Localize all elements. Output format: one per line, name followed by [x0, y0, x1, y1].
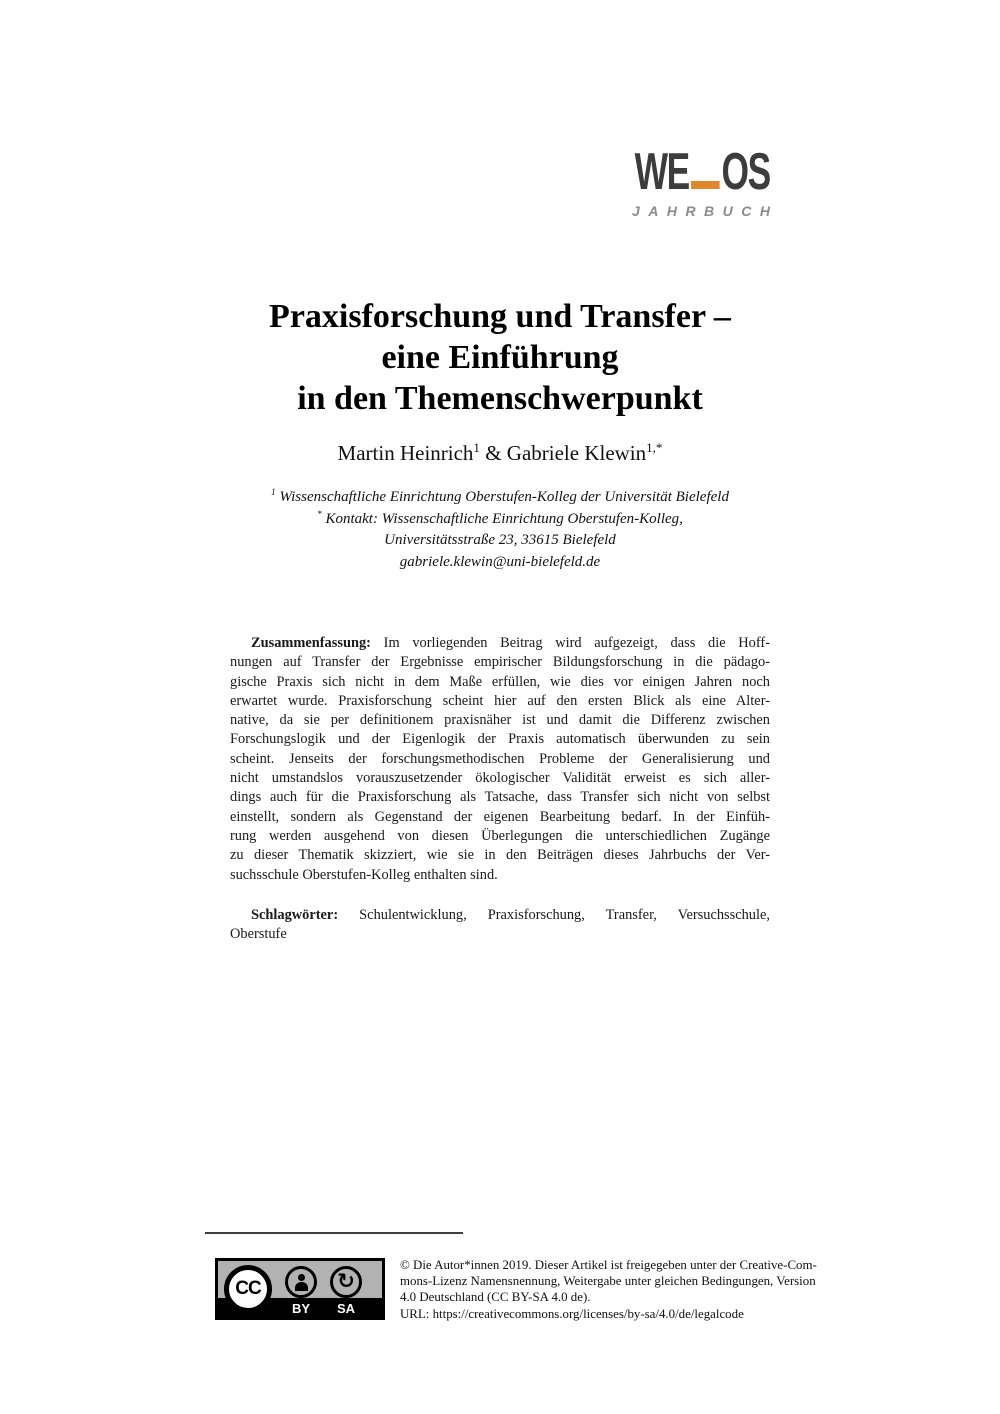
- affiliation-line-1: $^1$ Wissenschaftliche Einrichtung Oberstufen-Kolleg der Universität Bielefeld: [271, 488, 729, 505]
- article-title: [0, 296, 1000, 419]
- footer-divider: [205, 1232, 463, 1234]
- authors-line: [0, 441, 1000, 466]
- contact-email: gabriele.klewin@uni-bielefeld.de: [399, 553, 601, 570]
- affiliation-marker-1: 1: [271, 488, 276, 498]
- abstract-first-line: Zusammenfassung: Im vorliegenden Beitrag wird aufgezeigt, dass die Hoff-: [251, 635, 770, 651]
- logo-wordmark-os: OS: [721, 143, 770, 201]
- logo-subtitle: JAHRBUCH: [631, 203, 779, 219]
- abstract-line: scheint. Jenseits der forschungsmethodischen Probleme der Generalisierung und: [230, 750, 770, 767]
- cc-icon: CC: [224, 1265, 272, 1313]
- abstract-line: rung werden ausgehend von diesen Überlegungen die unterschiedlichen Zugänge: [230, 827, 770, 844]
- license-line: 4.0 Deutschland (CC BY-SA 4.0 de).: [400, 1290, 591, 1305]
- license-line: mons-Lizenz Namensnennung, Weitergabe unter gleichen Bedingungen, Version: [400, 1274, 816, 1289]
- affiliation-line-2: * Kontakt: Wissenschaftliche Einrichtung Oberstufen-Kolleg,: [317, 509, 683, 527]
- abstract-section: [230, 634, 770, 885]
- affiliation-marker-contact: *: [317, 509, 322, 520]
- journal-logo: [571, 143, 779, 219]
- keywords-section: [230, 906, 770, 945]
- cc-by-sa-badge: [215, 1258, 385, 1320]
- abstract-line: zu dieser Thematik skizziert, wie sie in den Beiträgen dieses Jahrbuchs der Ver-: [230, 847, 770, 864]
- license-text: [400, 1257, 825, 1322]
- share-alike-arrow-icon: ↻: [330, 1266, 362, 1298]
- author-name-1: Martin Heinrich: [337, 441, 474, 465]
- abstract-line: erwartet wurde. Praxisforschung scheint hier auf den ersten Blick als eine Alter-: [230, 692, 770, 709]
- by-label: BY: [291, 1301, 311, 1316]
- logo-underscore-icon: [691, 181, 720, 189]
- affiliation-address: Universitätsstraße 23, 33615 Bielefeld: [384, 532, 616, 548]
- abstract-line: native, da sie per definitionem praxisnäher ist und damit die Differenz zwischen: [230, 712, 770, 729]
- abstract-line: einstellt, sondern als Gegenstand der eigenen Bearbeitung bedarf. In der Einfüh-: [230, 808, 770, 825]
- attribution-person-icon: [285, 1266, 317, 1298]
- article-title-line-1: Praxisforschung und Transfer –: [269, 298, 731, 335]
- keywords-label: Schlagwörter:: [251, 907, 339, 923]
- article-title-line-2: eine Einführung: [381, 339, 619, 376]
- abstract-line: nungen auf Transfer der Ergebnisse empirischer Bildungsforschung in die pädago-: [230, 654, 770, 671]
- authors-separator: &: [485, 441, 502, 465]
- abstract-line: dings auch für die Praxisforschung als Tatsache, dass Transfer sich nicht von selbst: [230, 789, 770, 806]
- author-2-footnote-marker: 1,*: [646, 440, 663, 455]
- license-line: © Die Autor*innen 2019. Dieser Artikel ist freigegeben unter der Creative-Com-: [400, 1258, 817, 1272]
- keywords-second-line: Oberstufe: [230, 926, 287, 943]
- sa-label: SA: [336, 1301, 356, 1316]
- abstract-line: Forschungslogik und der Eigenlogik der Praxis automatisch überwunden zu sein: [230, 731, 770, 748]
- license-block: [215, 1256, 815, 1326]
- logo-wordmark-we: WE: [634, 143, 689, 201]
- abstract-line: nicht umstandslos vorauszusetzender ökologischer Validität erweist es sich aller-: [230, 770, 770, 787]
- author-name-2: Gabriele Klewin: [506, 441, 647, 465]
- abstract-line: gische Praxis sich nicht in dem Maße erfüllen, wie dies vor einigen Jahren noch: [230, 673, 770, 690]
- affiliation-block: [0, 487, 1000, 573]
- logo-wordmark: [634, 143, 770, 201]
- abstract-label: Zusammenfassung:: [251, 635, 371, 651]
- article-title-line-3: in den Themenschwerpunkt: [297, 380, 703, 417]
- abstract-line: suchsschule Oberstufen-Kolleg enthalten sind.: [230, 866, 498, 883]
- keywords-first-line: Schlagwörter: Schulentwicklung, Praxisforschung, Transfer, Versuchsschule,: [251, 907, 770, 923]
- license-url: URL: https://creativecommons.org/licenses/by-sa/4.0/de/legalcode: [400, 1306, 744, 1321]
- author-1-footnote-marker: 1: [473, 440, 480, 455]
